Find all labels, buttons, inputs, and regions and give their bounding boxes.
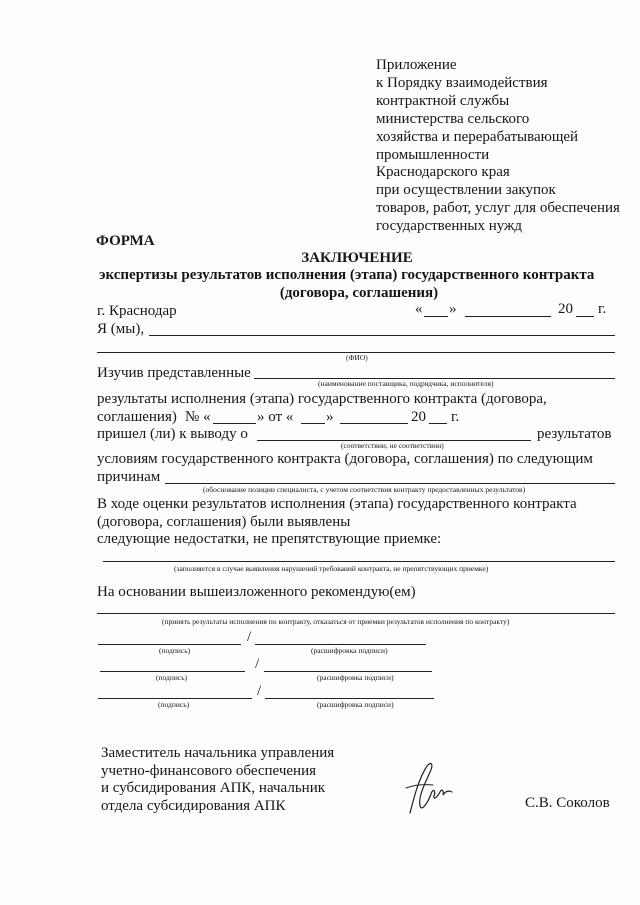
slash-3: / (257, 683, 262, 699)
document-subtitle-line1: экспертизы результатов исполнения (этапа) государственного контракта (99, 267, 595, 283)
date-year-suffix: г. (598, 301, 607, 317)
recommend-label: На основании вышеизложенного рекомендую(ем) (97, 584, 416, 600)
contract-number-field[interactable] (213, 423, 256, 424)
caption-decode-2: (расшифровка подписи) (317, 673, 394, 682)
appendix-line: хозяйства и перерабатывающей (376, 128, 579, 145)
document-subtitle-line2: (договора, соглашения) (279, 285, 439, 301)
caption-match: (соответствии, не соответствии) (341, 441, 444, 450)
results-year-prefix: 20 (411, 409, 426, 425)
slash-2: / (255, 656, 260, 672)
appendix-block (376, 57, 620, 236)
city-label: г. Краснодар (97, 303, 177, 319)
decode-field-1[interactable] (255, 644, 426, 645)
accept-field[interactable] (97, 613, 615, 614)
decode-field-3[interactable] (265, 698, 434, 699)
reasons-field[interactable] (165, 483, 615, 484)
caption-signature-2: (подпись) (156, 673, 188, 682)
signer-title-line: и субсидирования АПК, начальник (101, 780, 326, 797)
results-from-label: » от « (257, 409, 294, 425)
results-line1: результаты исполнения (этапа) государственного контракта (договора, (97, 391, 547, 407)
we-label: Я (мы), (97, 321, 145, 337)
caption-reason: (обоснование позиции специалиста, с учетом соответствия контракту предоставленных результатов) (203, 485, 526, 494)
signature-field-2[interactable] (100, 671, 245, 672)
signer-title-line: Заместитель начальника управления (101, 745, 335, 761)
date-month-field[interactable] (465, 316, 551, 317)
date-close-quote: » (449, 301, 457, 317)
decode-field-2[interactable] (264, 671, 432, 672)
caption-fio: (ФИО) (346, 353, 368, 362)
appendix-line: при осуществлении закупок (376, 182, 556, 199)
signer-title-line: учетно-финансового обеспечения (101, 762, 316, 779)
document-title: ЗАКЛЮЧЕНИЕ (301, 250, 413, 266)
results-number-prefix: № « (185, 409, 211, 425)
appendix-line: Краснодарского края (376, 164, 510, 181)
assessment-line2: (договора, соглашения) были выявлены (97, 514, 351, 530)
caption-accept: (принять результаты исполнения по контракту, отказаться от приемки результатов исполнения по контракту) (162, 617, 510, 626)
appendix-line: контрактной службы (376, 92, 510, 109)
signer-title-block (101, 745, 334, 815)
appendix-line: товаров, работ, услуг для обеспечения (376, 200, 620, 217)
contract-year-field[interactable] (429, 423, 447, 424)
we-field[interactable] (149, 335, 615, 336)
contract-month-field[interactable] (340, 423, 408, 424)
date-year-prefix: 20 (558, 301, 573, 317)
appendix-line: Приложение (376, 57, 457, 73)
appendix-line: промышленности (376, 146, 490, 163)
studied-label: Изучив представленные (97, 365, 251, 381)
results-word: результатов (537, 426, 612, 442)
date-year-field[interactable] (576, 316, 594, 317)
results-line2-a: соглашения) (97, 409, 177, 425)
conditions-line: условиям государственного контракта (договора, соглашения) по следующим (97, 451, 593, 467)
slash-1: / (247, 629, 252, 645)
results-close-quote: » (326, 409, 334, 425)
results-year-suffix: г. (451, 409, 460, 425)
assessment-line3: следующие недостатки, не препятствующие приемке: (97, 531, 442, 547)
violations-field[interactable] (103, 561, 615, 562)
caption-decode-1: (расшифровка подписи) (311, 646, 388, 655)
assessment-line1: В ходе оценки результатов исполнения (этапа) государственного контракта (97, 496, 577, 512)
appendix-line: министерства сельского (376, 110, 530, 127)
form-label: ФОРМА (96, 233, 155, 249)
caption-violations: (заполняется в случае выявления нарушений требований контракта, не препятствующих приемке) (174, 564, 489, 573)
handwritten-signature-icon (400, 758, 470, 820)
caption-supplier: (наименование поставщика, подрядчика, исполнителя) (318, 379, 494, 388)
caption-decode-3: (расшифровка подписи) (317, 700, 394, 709)
reasons-label: причинам (97, 469, 161, 485)
contract-day-field[interactable] (301, 423, 325, 424)
appendix-line: государственных нужд (376, 218, 523, 235)
signer-name: С.В. Соколов (525, 795, 610, 811)
signature-field-1[interactable] (98, 644, 241, 645)
caption-signature-1: (подпись) (159, 646, 191, 655)
came-to-label: пришел (ли) к выводу о (97, 426, 248, 442)
date-day-field[interactable] (424, 316, 448, 317)
appendix-line: к Порядку взаимодействия (376, 74, 548, 91)
caption-signature-3: (подпись) (158, 700, 190, 709)
signer-title-line: отдела субсидирования АПК (101, 797, 286, 814)
signature-field-3[interactable] (98, 698, 252, 699)
date-open-quote: « (415, 301, 423, 317)
